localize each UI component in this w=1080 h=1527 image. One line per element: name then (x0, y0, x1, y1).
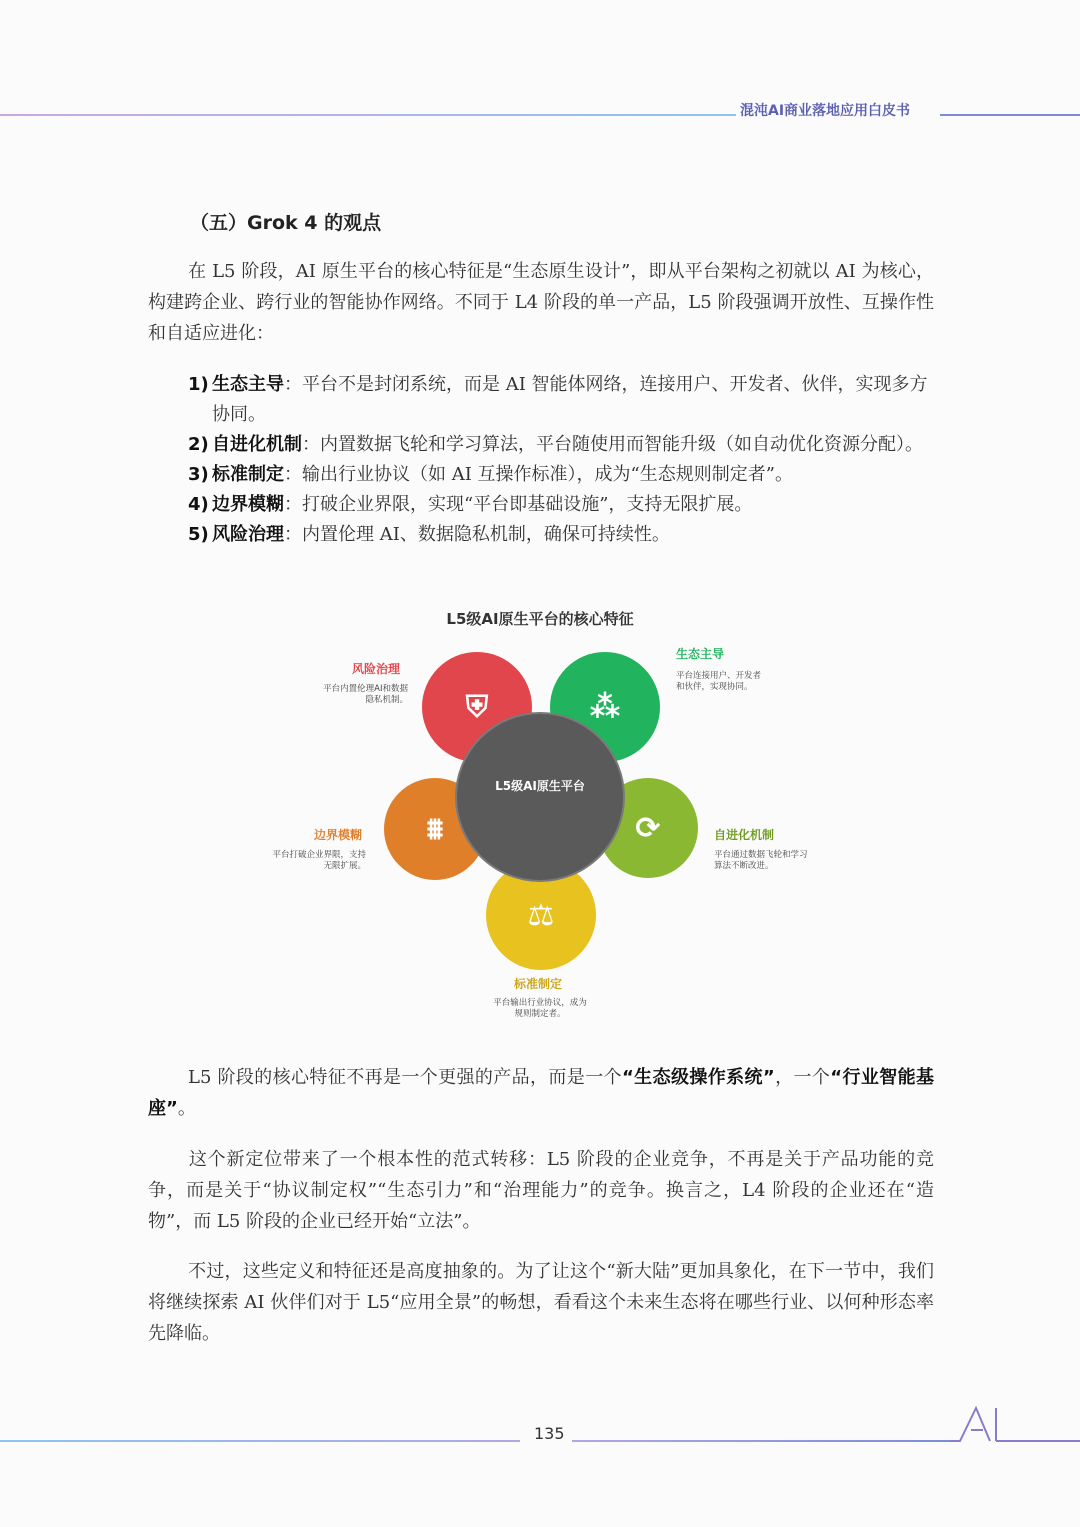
list-num: 2) (188, 434, 209, 455)
para2-text-a: L5 阶段的核心特征不再是一个更强的产品，而是一个 (188, 1067, 622, 1088)
list-num: 1) (188, 374, 209, 395)
paragraph-paradigm-shift (148, 1144, 934, 1237)
list-text: ：平台不是封闭系统，而是 AI 智能体网络，连接用户、开发者、伙伴，实现多方协同。 (212, 374, 928, 425)
list-text: ：输出行业协议（如 AI 互操作标准），成为“生态规则制定者”。 (284, 464, 793, 485)
evo-desc: 平台通过数据飞轮和学习算法不断改进。 (714, 850, 808, 871)
center-label: L5级AI原生平台 (495, 779, 585, 793)
footer-rule-right (572, 1440, 952, 1442)
para2-bold-base: “行业智能基座” (148, 1067, 934, 1119)
section-title: （五）Grok 4 的观点 (190, 212, 382, 234)
list-text: ：内置伦理 AI、数据隐私机制，确保可持续性。 (284, 524, 670, 545)
list-item (188, 370, 936, 430)
list-term: 自进化机制 (212, 434, 302, 455)
network-people-icon: ⁂ (589, 689, 621, 725)
paragraph-positioning (148, 1062, 934, 1124)
eco-desc: 平台连接用户、开发者和伙伴，实现协同。 (676, 671, 762, 692)
list-item (188, 490, 936, 520)
gear-refresh-icon: ⟳ (635, 810, 661, 846)
gavel-icon: ⚖ (527, 897, 555, 933)
page-number: 135 (534, 1424, 565, 1443)
border-desc: 平台打破企业界限，支持无限扩展。 (272, 850, 366, 871)
evo-title: 自进化机制 (714, 828, 775, 842)
list-num: 4) (188, 494, 209, 515)
border-title: 边界模糊 (314, 828, 363, 842)
std-title: 标准制定 (514, 977, 563, 991)
header-rule-right (940, 114, 1080, 116)
list-num: 5) (188, 524, 209, 545)
para4-text: 不过，这些定义和特征还是高度抽象的。为了让这个“新大陆”更加具象化，在下一节中，我们将继续探索 AI 伙伴们对于 L5“应用全景”的畅想，看看这个未来生态将在哪些行业、以何种形态率先降临。 (148, 1261, 934, 1344)
bridge-icon: ⩩ (426, 811, 444, 847)
feature-list (188, 370, 936, 550)
intro-paragraph (148, 256, 934, 349)
risk-desc: 平台内置伦理AI和数据隐私机制。 (323, 684, 408, 705)
list-text: ：内置数据飞轮和学习算法，平台随使用而智能升级（如自动优化资源分配）。 (302, 434, 923, 455)
list-item (188, 460, 936, 490)
list-term: 标准制定 (212, 464, 284, 485)
std-desc: 平台输出行业协议，成为规则制定者。 (493, 998, 587, 1019)
shield-bolt-icon: ⛨ (465, 689, 489, 725)
paragraph-outlook (148, 1256, 934, 1349)
para2-bold-os: “生态级操作系统” (621, 1067, 775, 1088)
list-text: ：打破企业界限，实现“平台即基础设施”，支持无限扩展。 (284, 494, 753, 515)
diagram-title: L5级AI原生平台的核心特征 (446, 610, 634, 628)
list-item (188, 430, 936, 460)
para2-text-c: ，一个 (774, 1067, 831, 1088)
para3-text: 这个新定位带来了一个根本性的范式转移：L5 阶段的企业竞争，不再是关于产品功能的竞争，而是关于“协议制定权”“生态引力”和“治理能力”的竞争。换言之，L4 阶段的企业还在“造物”，而 L5 阶段的企业已经开始“立法”。 (148, 1149, 934, 1232)
risk-title: 风险治理 (352, 662, 401, 676)
list-item (188, 520, 936, 550)
intro-text: 在 L5 阶段，AI 原生平台的核心特征是“生态原生设计”，即从平台架构之初就以 AI 为核心，构建跨企业、跨行业的智能协作网络。不同于 L4 阶段的单一产品，L5 阶段强调开放性、互操作性和自适应进化： (148, 261, 934, 344)
list-term: 边界模糊 (212, 494, 284, 515)
header-rule-left (0, 114, 736, 116)
para2-text-e: 。 (177, 1098, 196, 1119)
list-term: 风险治理 (212, 524, 284, 545)
list-num: 3) (188, 464, 209, 485)
center-circle (455, 712, 625, 882)
ai-logo (950, 1404, 1080, 1444)
list-term: 生态主导 (212, 374, 284, 395)
eco-title: 生态主导 (676, 647, 725, 661)
header-title: 混沌AI商业落地应用白皮书 (740, 103, 911, 119)
footer-rule-left (0, 1440, 520, 1442)
